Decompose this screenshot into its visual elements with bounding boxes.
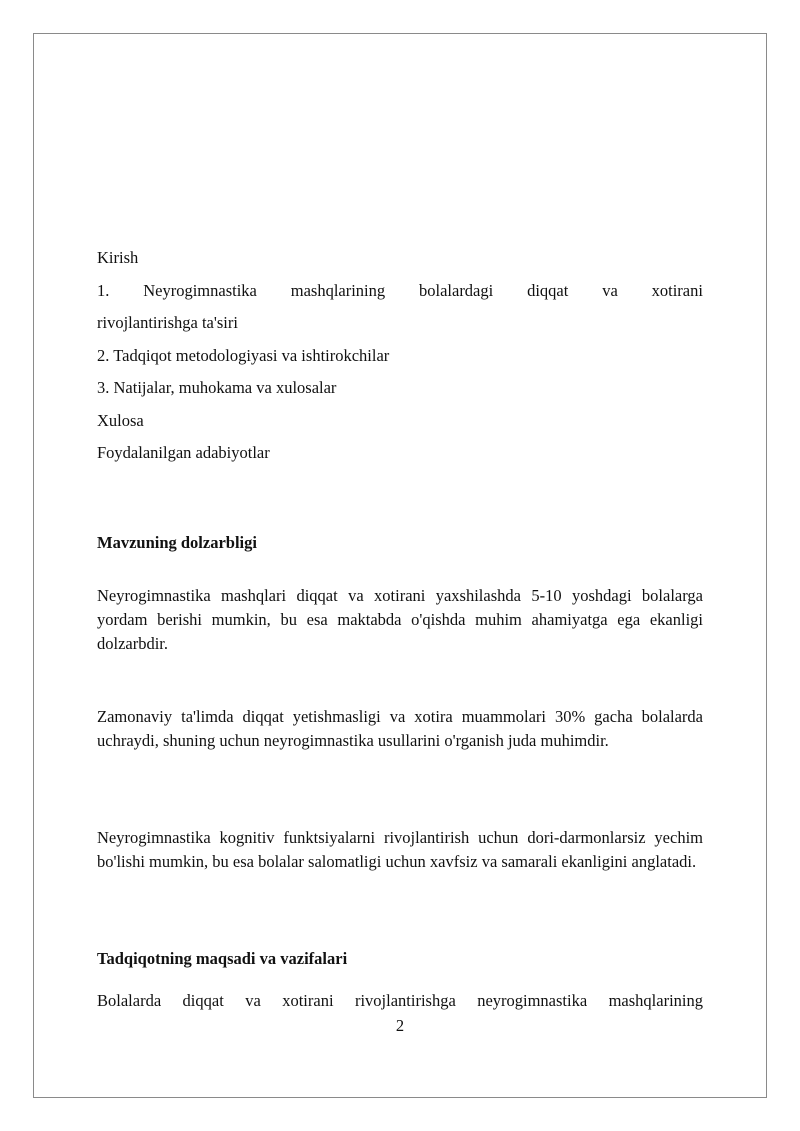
goals-heading: Tadqiqotning maqsadi va vazifalari [97,949,348,968]
relevance-heading: Mavzuning dolzarbligi [97,533,257,552]
relevance-paragraph-3: Neyrogimnastika kognitiv funktsiyalarni rivojlantirish uchun dori-darmonlarsiz yechim bo'lishi mumkin, bu esa bolalar salomatligi uchun xavfsiz va samarali ekanligini anglatadi. [97,828,703,871]
toc-item-conclusion: Xulosa [97,410,144,430]
page-border [33,33,767,1098]
relevance-paragraph-2: Zamonaviy ta'limda diqqat yetishmasligi va xotira muammolari 30% gacha bolalarda uchraydi, shuning uchun neyrogimnastika usullarini o'rganish juda muhimdir. [97,707,703,750]
toc-item-1-word: mashqlarining [290,280,386,300]
toc-item-1-word: Neyrogimnastika [143,280,257,300]
toc-item-1-word: diqqat [527,280,569,300]
toc-item-1-word: xotirani [651,280,703,300]
toc-item-1-word: 1. [97,280,110,300]
toc-item-intro: Kirish [97,248,139,267]
page-number: 2 [395,1016,405,1035]
toc-item-3: 3. Natijalar, muhokama va xulosalar [97,378,337,397]
toc-item-1-word: va [602,280,618,300]
relevance-paragraph-1: Neyrogimnastika mashqlari diqqat va xotirani yaxshilashda 5-10 yoshdagi bolalarga yordam berishi mumkin, bu esa maktabda o'qishda muhim ahamiyatga ega ekanligi dolzarbdir. [97,586,703,653]
table-of-contents [97,242,703,470]
toc-item-references: Foydalanilgan adabiyotlar [97,443,270,462]
toc-item-1 [97,275,703,308]
toc-item-1-continued: rivojlantirishga ta'siri [97,313,238,332]
toc-item-2: 2. Tadqiqot metodologiyasi va ishtirokchilar [97,345,390,365]
goals-paragraph: Bolalarda diqqat va xotirani rivojlantirishga neyrogimnastika mashqlarining [97,991,703,1010]
toc-item-1-word: bolalardagi [419,280,494,300]
